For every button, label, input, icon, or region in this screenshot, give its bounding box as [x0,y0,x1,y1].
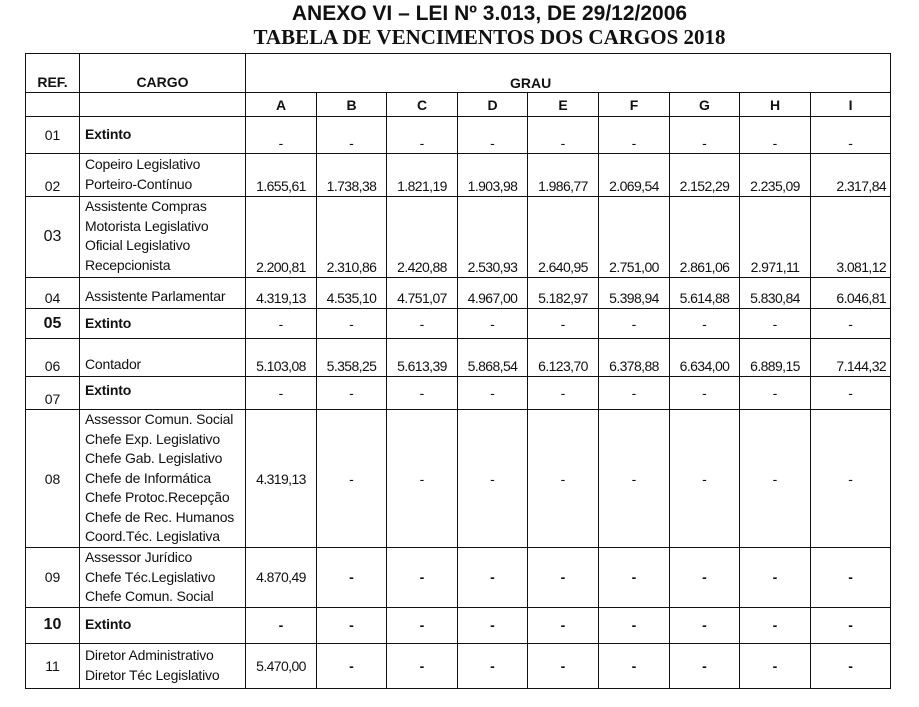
table-row [26,197,891,278]
grade-h-value: - [740,548,811,608]
ref-cell: 07 [26,377,80,410]
grade-i-value: 2.317,84 [811,154,891,197]
grade-header-g: G [670,93,740,117]
grade-d-value: - [458,309,528,339]
grade-header-h: H [740,93,811,117]
cargo-name: Extinto [85,382,132,398]
header-row-1 [26,54,891,93]
cargo-name: Chefe Protoc.Recepção [85,489,230,506]
grade-e-value: - [528,643,599,688]
ref-cell: 01 [26,117,80,154]
grade-b-value: 5.358,25 [317,339,387,377]
grade-h-value: 6.889,15 [740,339,811,377]
grade-b-value: 4.535,10 [317,278,387,309]
cargo-name: Assistente Parlamentar [85,287,226,304]
cargo-name: Oficial Legislativo [85,237,191,253]
grade-a-value: - [246,607,317,643]
grade-a-value: 4.319,13 [246,278,317,309]
grade-e-value: - [528,309,599,339]
grade-h-value: - [740,410,811,548]
table-row [26,410,891,548]
grade-c-value: - [387,309,458,339]
cargo-name: Copeiro Legislativo [85,156,201,172]
cargo-name: Assessor Comun. Social [85,411,234,428]
grade-f-value: - [599,643,670,688]
grade-g-value: 6.634,00 [670,339,740,377]
ref-cell: 04 [26,278,80,309]
grade-f-value: - [599,309,670,339]
grade-c-value: - [387,607,458,643]
grade-h-value: - [740,309,811,339]
grade-b-value: - [317,643,387,688]
grade-a-value: 1.655,61 [246,154,317,197]
grade-b-value: - [317,548,387,608]
cargo-name: Contador [85,355,141,372]
grade-b-value: - [317,309,387,339]
grade-i-value: - [811,643,891,688]
cargo-cell [80,548,246,608]
ref-cell: 05 [26,309,80,339]
cargo-name: Diretor Administrativo [85,647,214,663]
grade-f-value: - [599,548,670,608]
ref-cell: 03 [26,197,80,278]
grade-h-value: 5.830,84 [740,278,811,309]
grade-e-value: - [528,117,599,154]
ref-cell: 11 [26,643,80,688]
cargo-cell [80,278,246,309]
grade-e-value: 1.986,77 [528,154,599,197]
grade-h-value: - [740,377,811,410]
cargo-name: Chefe Téc.Legislativo [85,568,216,585]
grade-f-value: - [599,410,670,548]
cargo-cell [80,339,246,377]
grade-e-value: - [528,377,599,410]
grade-b-value: - [317,410,387,548]
grade-d-value: - [458,607,528,643]
grade-g-value: - [670,548,740,608]
grade-header-c: C [387,93,458,117]
document-title: ANEXO VI – LEI Nº 3.013, DE 29/12/2006 [291,2,688,25]
grade-a-value: - [246,309,317,339]
cargo-name: Porteiro-Contínuo [85,175,193,192]
grade-i-value: - [811,377,891,410]
grade-d-value: 4.967,00 [458,278,528,309]
grade-i-value: - [811,410,891,548]
cargo-name: Coord.Téc. Legislativa [85,528,220,545]
grade-d-value: - [458,548,528,608]
grade-g-value: - [670,643,740,688]
cargo-header: CARGO [80,54,246,93]
grade-i-value: 6.046,81 [811,278,891,309]
grade-e-value: - [528,607,599,643]
table-row [26,117,891,154]
cargo-name: Motorista Legislativo [85,217,209,234]
grade-f-value: 2.069,54 [599,154,670,197]
grade-c-value: 1.821,19 [387,154,458,197]
table-row [26,377,891,410]
cargo-cell [80,154,246,197]
cargo-name: Diretor Téc Legislativo [85,666,220,683]
grade-g-value: - [670,377,740,410]
grade-b-value: - [317,117,387,154]
table-row [26,309,891,339]
grade-e-value: - [528,548,599,608]
grade-f-value: - [599,117,670,154]
grade-header-d: D [458,93,528,117]
grade-a-value: 2.200,81 [246,197,317,278]
cargo-header-blank [80,93,246,117]
grade-i-value: - [811,309,891,339]
grade-c-value: 5.613,39 [387,339,458,377]
grade-g-value: - [670,309,740,339]
grade-a-value: 5.470,00 [246,643,317,688]
grade-e-value: 2.640,95 [528,197,599,278]
grade-c-value: - [387,117,458,154]
grade-h-value: - [740,607,811,643]
grade-i-value: - [811,548,891,608]
table-row [26,339,891,377]
grade-c-value: - [387,548,458,608]
grade-d-value: - [458,410,528,548]
table-row [26,548,891,608]
grade-header-a: A [246,93,317,117]
grade-b-value: 2.310,86 [317,197,387,278]
cargo-cell [80,117,246,154]
grade-e-value: 6.123,70 [528,339,599,377]
grade-c-value: 4.751,07 [387,278,458,309]
header-row-2 [26,93,891,117]
grade-i-value: 3.081,12 [811,197,891,278]
ref-cell: 06 [26,339,80,377]
cargo-cell [80,607,246,643]
ref-cell: 02 [26,154,80,197]
grade-i-value: 7.144,32 [811,339,891,377]
grade-h-value: 2.235,09 [740,154,811,197]
grade-f-value: 6.378,88 [599,339,670,377]
grade-f-value: 5.398,94 [599,278,670,309]
grade-f-value: - [599,607,670,643]
grade-e-value: - [528,410,599,548]
grade-c-value: 2.420,88 [387,197,458,278]
grade-d-value: - [458,377,528,410]
grade-i-value: - [811,117,891,154]
table-row [26,154,891,197]
salary-table [25,53,891,689]
ref-cell: 09 [26,548,80,608]
grade-c-value: - [387,410,458,548]
cargo-cell [80,410,246,548]
cargo-cell [80,643,246,688]
cargo-name: Chefe Exp. Legislativo [85,430,220,447]
grade-g-value: 5.614,88 [670,278,740,309]
cargo-name: Recepcionista [85,256,171,273]
cargo-name: Chefe Comun. Social [85,588,214,604]
grau-header: GRAU [246,54,891,93]
grade-a-value: - [246,377,317,410]
ref-cell: 10 [26,607,80,643]
table-row [26,278,891,309]
cargo-name: Assistente Compras [85,198,207,214]
grade-d-value: 1.903,98 [458,154,528,197]
grade-g-value: 2.152,29 [670,154,740,197]
cargo-name: Extinto [85,616,132,633]
grade-g-value: 2.861,06 [670,197,740,278]
grade-g-value: - [670,410,740,548]
grade-header-e: E [528,93,599,117]
cargo-cell [80,309,246,339]
grade-c-value: - [387,377,458,410]
grade-b-value: - [317,377,387,410]
cargo-name: Extinto [85,126,132,143]
grade-b-value: 1.738,38 [317,154,387,197]
grade-header-f: F [599,93,670,117]
cargo-cell [80,197,246,278]
cargo-name: Chefe Gab. Legislativo [85,450,223,467]
ref-header: REF. [26,54,80,93]
cargo-name: Assessor Jurídico [85,549,193,565]
grade-g-value: - [670,117,740,154]
cargo-name: Chefe de Rec. Humanos [85,508,235,525]
grade-a-value: - [246,117,317,154]
grade-a-value: 4.870,49 [246,548,317,608]
grade-h-value: - [740,117,811,154]
cargo-name: Extinto [85,314,132,331]
cargo-name: Chefe de Informática [85,469,211,486]
grade-f-value: - [599,377,670,410]
grade-a-value: 4.319,13 [246,410,317,548]
grade-h-value: - [740,643,811,688]
grade-b-value: - [317,607,387,643]
grade-g-value: - [670,607,740,643]
table-row [26,607,891,643]
grade-f-value: 2.751,00 [599,197,670,278]
grade-d-value: 2.530,93 [458,197,528,278]
grade-i-value: - [811,607,891,643]
grade-a-value: 5.103,08 [246,339,317,377]
grade-d-value: 5.868,54 [458,339,528,377]
document-subtitle: TABELA DE VENCIMENTOS DOS CARGOS 2018 [253,25,726,49]
ref-header-blank [26,93,80,117]
grade-h-value: 2.971,11 [740,197,811,278]
grade-d-value: - [458,643,528,688]
grade-e-value: 5.182,97 [528,278,599,309]
grade-c-value: - [387,643,458,688]
table-row [26,643,891,688]
cargo-cell [80,377,246,410]
ref-cell: 08 [26,410,80,548]
grade-d-value: - [458,117,528,154]
grade-header-b: B [317,93,387,117]
grade-header-i: I [811,93,891,117]
